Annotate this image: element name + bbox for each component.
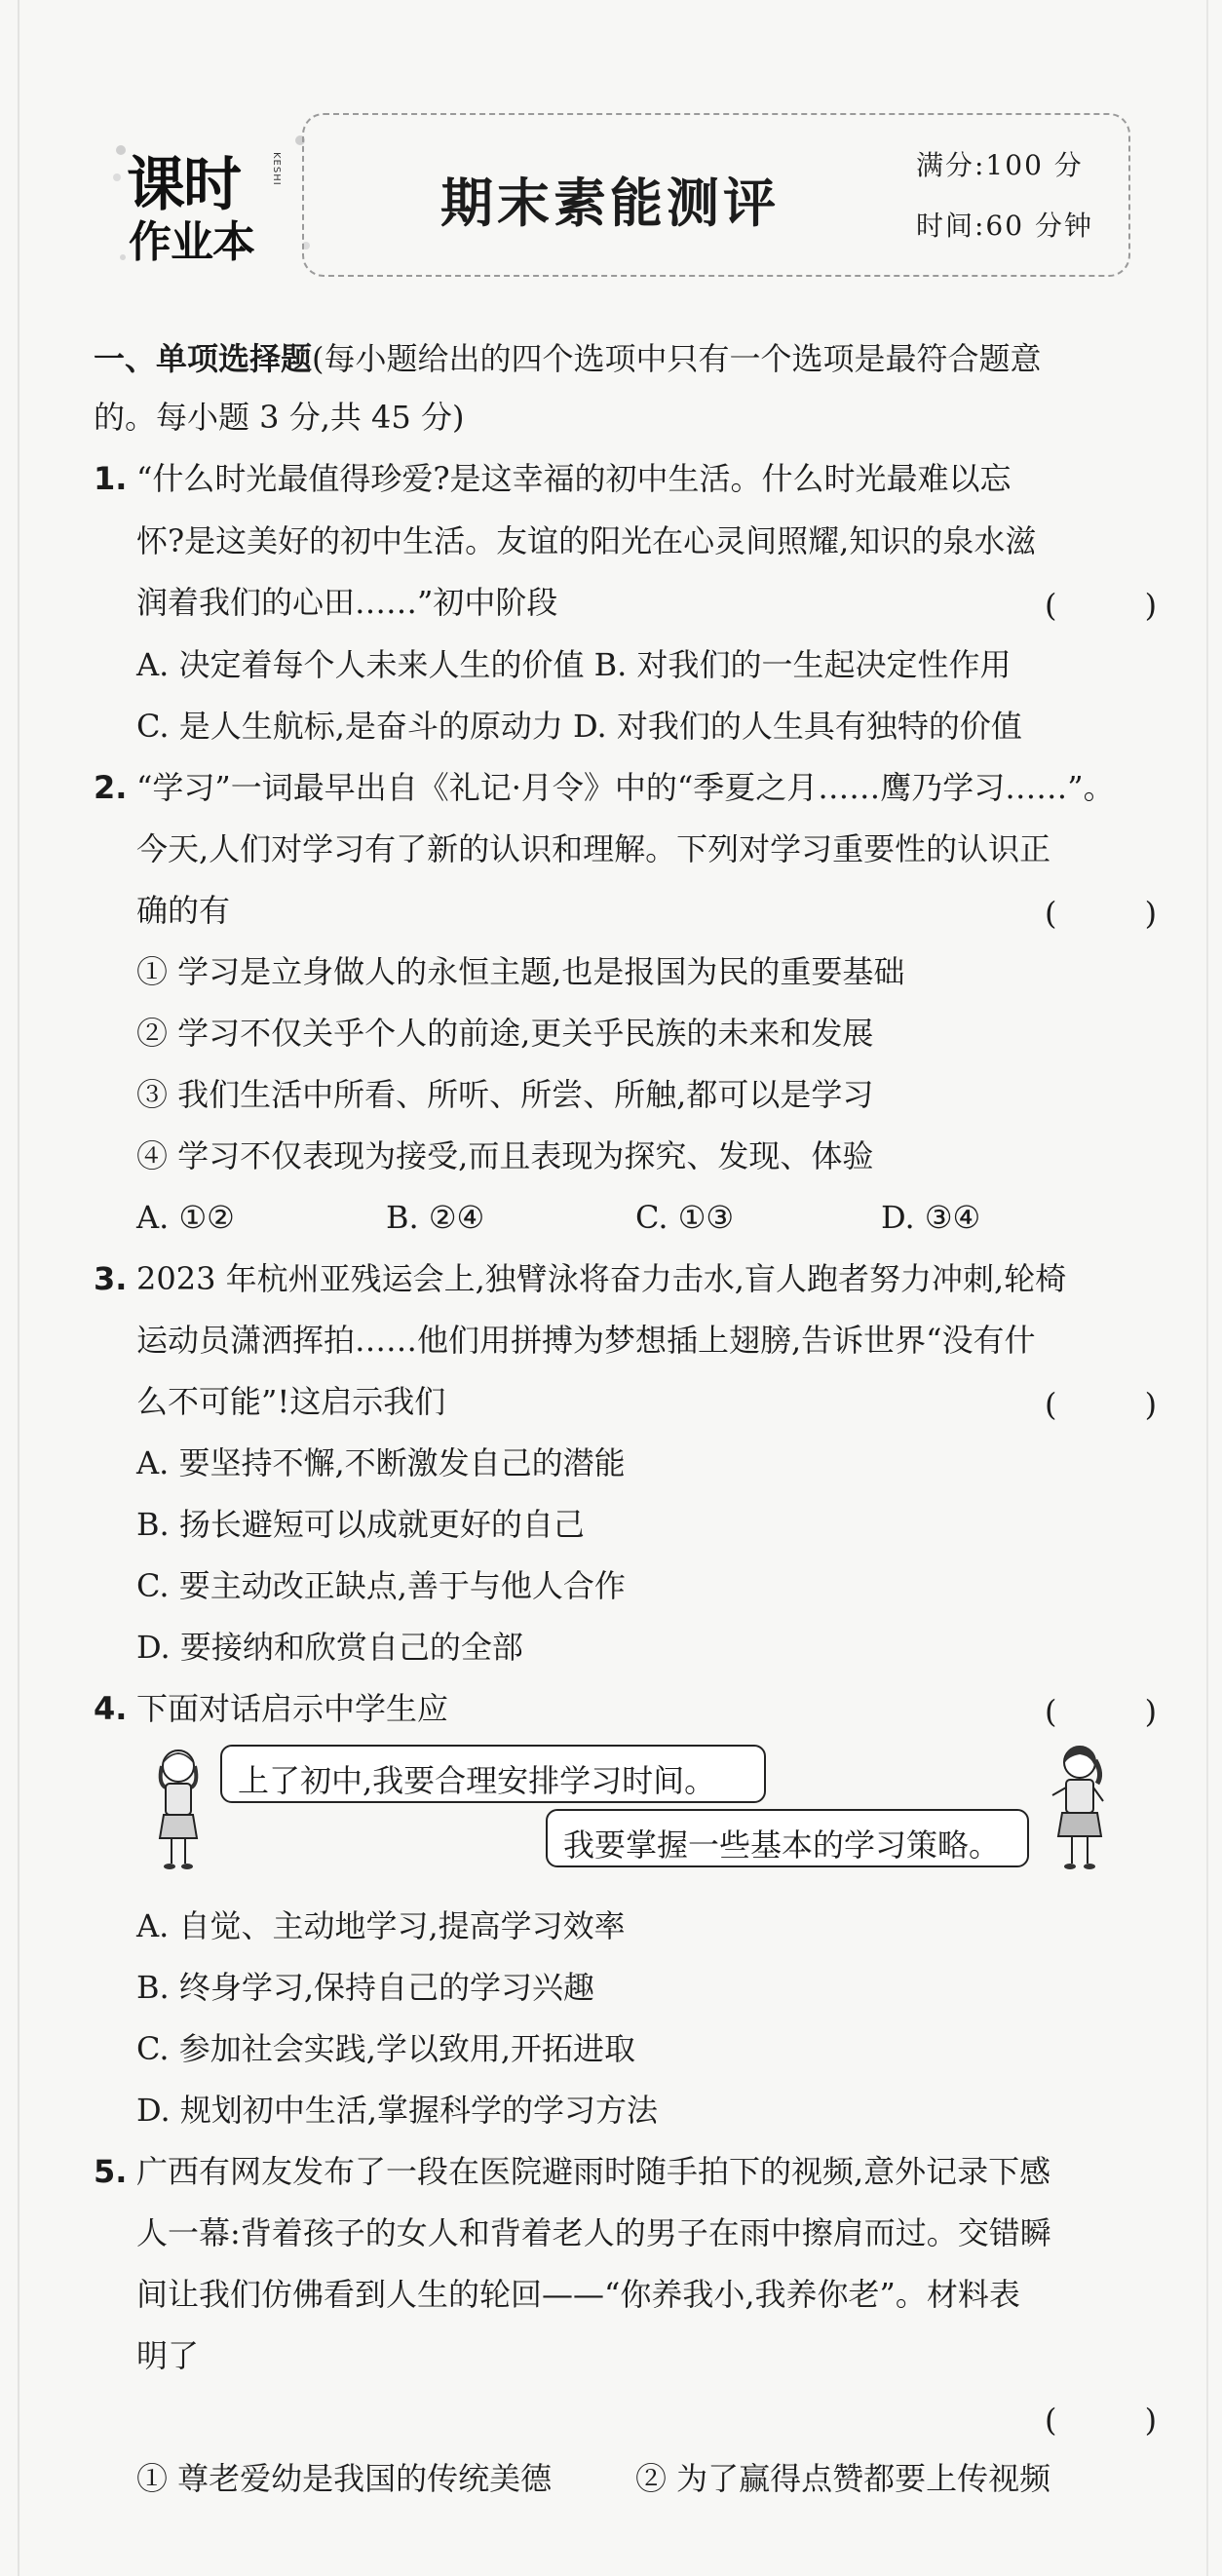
page-title: 期末素能测评 (440, 173, 780, 234)
q3-stem-line-1: 2023 年杭州亚残运会上,独臂泳将奋力击水,盲人跑者努力冲刺,轮椅 (136, 1260, 1067, 1297)
logo-pinyin-tag: KESHI (271, 152, 282, 186)
student-girl-right-illustration (1045, 1741, 1113, 1877)
question-number-4: 4. (94, 1690, 128, 1727)
q2-stem-line-2: 今天,人们对学习有了新的认识和理解。下列对学习重要性的认识正 (136, 830, 1051, 867)
q4-stem: 下面对话启示中学生应 (136, 1690, 449, 1727)
q2-stem-line-3: 确的有 (136, 892, 231, 929)
q3-option-b: B. 扬长避短可以成就更好的自己 (136, 1506, 585, 1543)
q3-option-a: A. 要坚持不懈,不断激发自己的潜能 (136, 1444, 626, 1481)
q2-option-b: B. ②④ (386, 1199, 485, 1236)
q1-options-cd: C. 是人生航标,是奋斗的原动力 D. 对我们的人生具有独特的价值 (136, 708, 1022, 745)
speech-bubble-1: 上了初中,我要合理安排学习时间。 (220, 1745, 766, 1803)
q2-option-d: D. ③④ (881, 1199, 981, 1236)
q5-stem-line-2: 人一幕:背着孩子的女人和背着老人的男子在雨中擦肩而过。交错瞬 (136, 2214, 1051, 2251)
q1-answer-blank[interactable]: ( ) (1045, 587, 1197, 624)
q5-stem-line-1: 广西有网友发布了一段在医院避雨时随手拍下的视频,意外记录下感 (136, 2153, 1051, 2190)
q4-option-b: B. 终身学习,保持自己的学习兴趣 (136, 1969, 595, 2006)
full-score: 满分:100 分 (916, 149, 1084, 181)
student-girl-left-illustration (146, 1745, 210, 1876)
q1-options-ab: A. 决定着每个人未来人生的价值 B. 对我们的一生起决定性作用 (136, 646, 1012, 683)
title-panel (302, 113, 1130, 277)
q1-stem-line-2: 怀?是这美好的初中生活。友谊的阳光在心灵间照耀,知识的泉水滋 (136, 522, 1037, 559)
q3-option-c: C. 要主动改正缺点,善于与他人合作 (136, 1567, 626, 1604)
q5-answer-blank[interactable]: ( ) (1045, 2402, 1197, 2439)
q1-stem-line-1: “什么时光最值得珍爱?是这幸福的初中生活。什么时光最难以忘 (136, 460, 1012, 497)
brand-logo (109, 129, 314, 275)
q5-stem-line-3: 间让我们仿佛看到人生的轮回——“你养我小,我养你老”。材料表 (136, 2276, 1020, 2313)
section-instructions: (每小题给出的四个选项中只有一个选项是最符合题意 (312, 340, 1042, 377)
q3-option-d: D. 要接纳和欣赏自己的全部 (136, 1629, 523, 1666)
q2-statement-4: ④ 学习不仅表现为接受,而且表现为探究、发现、体验 (136, 1137, 874, 1174)
logo-main-text: 课时 (127, 151, 240, 219)
question-number-5: 5. (94, 2153, 128, 2190)
q2-statement-2: ② 学习不仅关乎个人的前途,更关乎民族的未来和发展 (136, 1015, 874, 1052)
speech-bubble-2: 我要掌握一些基本的学习策略。 (546, 1809, 1029, 1867)
q3-stem-line-3: 么不可能”!这启示我们 (136, 1383, 446, 1420)
section-heading: 一、单项选择题 (94, 340, 313, 377)
question-number-1: 1. (94, 460, 128, 497)
logo-sub-text: 作业本 (129, 217, 254, 267)
q5-statement-2: ② 为了赢得点赞都要上传视频 (635, 2460, 1051, 2497)
q5-stem-line-4: 明了 (136, 2337, 200, 2374)
page-fold-line (18, 0, 19, 2576)
section-heading-line (94, 340, 1042, 377)
q1-stem-line-3: 润着我们的心田……”初中阶段 (136, 584, 558, 621)
q3-stem-line-2: 运动员潇洒挥拍……他们用拼搏为梦想插上翅膀,告诉世界“没有什 (136, 1322, 1036, 1359)
q4-option-d: D. 规划初中生活,掌握科学的学习方法 (136, 2092, 659, 2129)
q4-answer-blank[interactable]: ( ) (1045, 1693, 1197, 1730)
question-number-2: 2. (94, 769, 128, 806)
question-number-3: 3. (94, 1260, 128, 1297)
q2-stem-line-1: “学习”一词最早出自《礼记·月令》中的“季夏之月……鹰乃学习……”。 (136, 769, 1115, 806)
section-instructions-cont: 的。每小题 3 分,共 45 分) (94, 399, 465, 436)
q2-statement-3: ③ 我们生活中所看、所听、所尝、所触,都可以是学习 (136, 1076, 874, 1113)
q4-option-a: A. 自觉、主动地学习,提高学习效率 (136, 1907, 626, 1944)
q2-answer-blank[interactable]: ( ) (1045, 895, 1197, 932)
q3-answer-blank[interactable]: ( ) (1045, 1386, 1197, 1423)
time-limit: 时间:60 分钟 (916, 210, 1093, 242)
q2-option-a: A. ①② (136, 1199, 235, 1236)
q2-statement-1: ① 学习是立身做人的永恒主题,也是报国为民的重要基础 (136, 953, 905, 990)
q2-option-c: C. ①③ (635, 1199, 735, 1236)
q4-option-c: C. 参加社会实践,学以致用,开拓进取 (136, 2030, 636, 2067)
q5-statement-1: ① 尊老爱幼是我国的传统美德 (136, 2460, 553, 2497)
page-edge-line (1206, 0, 1208, 2576)
